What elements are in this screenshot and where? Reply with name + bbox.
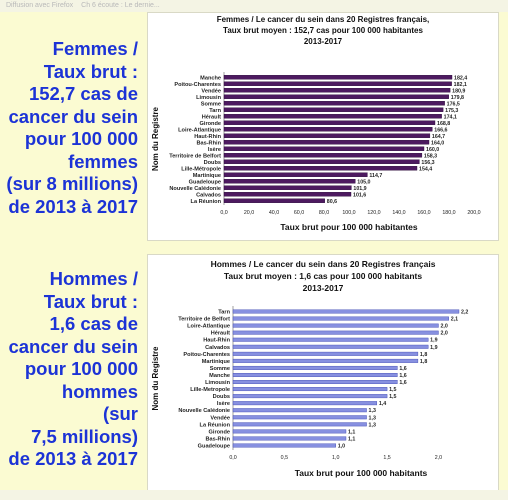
women-summary-line: de 2013 à 2017 [8, 195, 138, 217]
bar [224, 140, 429, 144]
category-label: Somme [209, 365, 230, 372]
bar [233, 380, 397, 384]
bar [233, 444, 336, 448]
bar-value-label: 1,3 [368, 415, 376, 422]
bar [233, 310, 459, 314]
bar-value-label: 101,6 [353, 192, 367, 199]
bar-value-label: 154,4 [419, 166, 433, 173]
bar [233, 423, 367, 427]
category-label: Lille-Métropole [181, 166, 221, 173]
men-summary-text [4, 268, 138, 471]
bar [224, 147, 424, 151]
women-summary-line: Taux brut : [43, 60, 138, 82]
men-summary-line: Taux brut : [43, 290, 138, 312]
women-chart-panel [147, 12, 499, 241]
x-tick-label: 60,0 [293, 210, 305, 216]
women-summary-line: femmes [68, 150, 138, 172]
bar [233, 352, 418, 356]
bar-value-label: 1,4 [378, 401, 387, 408]
bar [224, 134, 430, 138]
bar-value-label: 1,9 [430, 344, 438, 351]
category-label: Tarn [209, 107, 221, 114]
x-axis-title: Taux brut pour 100 000 habitantes [280, 222, 418, 232]
women-bar-chart [148, 13, 498, 240]
x-tick-label: 20,0 [243, 210, 255, 216]
men-summary-line: pour 100 000 [24, 358, 138, 379]
bar [224, 88, 450, 92]
men-bar-chart [148, 255, 498, 491]
x-tick-label: 200,0 [467, 210, 481, 216]
x-tick-label: 140,0 [392, 210, 406, 216]
bar-value-label: 1,9 [430, 337, 438, 344]
bar-value-label: 156,3 [421, 159, 435, 166]
bar [224, 127, 432, 131]
category-label: Haut-Rhin [194, 133, 221, 140]
category-label: Haut-Rhin [203, 337, 230, 344]
category-label: Martinique [192, 172, 221, 179]
bar-value-label: 182,4 [454, 75, 468, 82]
category-label: La Réunion [199, 422, 230, 429]
men-summary-line: 1,6 cas de [49, 313, 138, 334]
bar [233, 324, 438, 328]
category-label: Poitou-Charentes [174, 81, 221, 88]
category-label: Manche [200, 75, 221, 82]
bar [233, 416, 367, 420]
x-tick-label: 80,0 [318, 210, 330, 216]
x-tick-label: 0,0 [220, 210, 228, 216]
category-label: Vendée [201, 88, 221, 95]
women-summary-text [4, 38, 138, 218]
bar-value-label: 1,0 [337, 443, 346, 450]
bar-value-label: 174,1 [443, 114, 457, 121]
bar-value-label: 180,9 [452, 88, 466, 95]
bar [233, 401, 377, 405]
bar [233, 366, 397, 370]
men-chart-panel [147, 254, 499, 492]
x-axis-title: Taux brut pour 100 000 habitants [294, 468, 428, 478]
category-label: Loire-Atlantique [187, 323, 230, 330]
bar [224, 108, 443, 112]
category-label: Somme [200, 101, 221, 108]
category-label: Tarn [218, 309, 230, 316]
browser-hint-2: Ch 6 écoute : Le dernie... [81, 2, 160, 9]
browser-top-strip [0, 0, 508, 12]
bar-value-label: 1,1 [348, 436, 356, 443]
chart-title-line: Taux brut moyen : 152,7 cas pour 100 000 habitantes [223, 26, 423, 35]
bar [224, 75, 452, 79]
bar-value-label: 2,2 [461, 309, 469, 316]
bar-value-label: 1,8 [419, 351, 428, 358]
category-label: Manche [209, 372, 230, 379]
chart-title-line: 2013-2017 [302, 283, 344, 293]
women-summary-line: Femmes / [52, 38, 138, 59]
x-tick-label: 180,0 [442, 210, 456, 216]
women-summary-line: cancer du sein [8, 105, 138, 127]
bar-value-label: 179,8 [450, 94, 465, 101]
bar-value-label: 80,6 [326, 198, 338, 205]
x-tick-label: 2,0 [434, 455, 443, 461]
x-tick-label: 40,0 [268, 210, 280, 216]
chart-title-line: Hommes / Le cancer du sein dans 20 Registres français [210, 259, 436, 269]
category-label: Lille-Metropole [190, 387, 230, 394]
women-summary-line: (sur 8 millions) [6, 173, 138, 194]
category-label: Nouvelle Calédonie [169, 185, 221, 192]
chart-title-line: 2013-2017 [303, 37, 343, 46]
bar [224, 186, 351, 190]
x-tick-label: 0,5 [280, 455, 289, 461]
bar [224, 101, 445, 105]
chart-title-line: Taux brut moyen : 1,6 cas pour 100 000 habitants [223, 271, 423, 281]
bar [224, 199, 325, 203]
bar-value-label: 176,5 [446, 101, 460, 108]
bar [233, 394, 387, 398]
category-label: Calvados [196, 192, 221, 199]
bar [233, 387, 387, 391]
category-label: Doubs [203, 159, 221, 166]
bar [224, 114, 442, 118]
category-label: Calvados [205, 344, 230, 351]
bar [224, 121, 435, 125]
bar [224, 173, 367, 177]
bar [224, 192, 351, 196]
bar-value-label: 1,5 [389, 387, 397, 394]
category-label: Bas-Rhin [205, 436, 230, 443]
category-label: Guadeloupe [197, 443, 230, 450]
bar-value-label: 182,1 [453, 81, 467, 88]
category-label: Doubs [212, 394, 230, 401]
bar [224, 160, 419, 164]
bar-value-label: 1,6 [399, 365, 407, 372]
category-label: Loire-Atlantique [178, 127, 221, 134]
bar [233, 408, 367, 412]
category-label: Territoire de Belfort [178, 316, 230, 323]
bar [233, 373, 397, 377]
y-axis-title: Nom du Registre [151, 346, 160, 411]
category-label: Hérault [210, 330, 230, 337]
bar-value-label: 1,6 [399, 380, 407, 387]
y-axis-title: Nom du Registre [151, 106, 160, 172]
category-label: La Réunion [190, 198, 221, 205]
bar [233, 317, 449, 321]
bar-value-label: 114,7 [369, 172, 383, 179]
x-tick-label: 120,0 [367, 210, 381, 216]
category-label: Guadeloupe [188, 179, 221, 186]
bar [233, 437, 346, 441]
category-label: Isère [207, 146, 221, 153]
men-summary-line: 7,5 millions) [31, 425, 138, 447]
men-summary-line: cancer du sein [8, 335, 138, 357]
category-label: Gironde [199, 120, 221, 127]
bar-value-label: 168,8 [437, 120, 451, 127]
bar [233, 331, 438, 335]
bar-value-label: 1,1 [348, 429, 356, 436]
category-label: Martinique [201, 358, 230, 365]
bar-value-label: 1,6 [399, 372, 407, 379]
bar [224, 166, 417, 170]
category-label: Bas-Rhin [196, 140, 221, 147]
bar-value-label: 105,0 [357, 179, 371, 186]
x-tick-label: 160,0 [417, 210, 431, 216]
bar-value-label: 101,9 [353, 185, 367, 192]
category-label: Territoire de Belfort [169, 153, 221, 160]
x-tick-label: 100,0 [342, 210, 356, 216]
bar-value-label: 164,0 [431, 140, 445, 147]
bar-value-label: 1,8 [419, 358, 428, 365]
men-summary-line: Hommes / [49, 268, 138, 289]
bar-value-label: 175,3 [445, 107, 459, 114]
bar-value-label: 160,0 [426, 146, 440, 153]
bar-value-label: 1,5 [389, 394, 397, 401]
bar [233, 430, 346, 434]
x-tick-label: 1,0 [332, 455, 340, 461]
category-label: Poitou-Charentes [183, 351, 230, 358]
bar [233, 359, 418, 363]
bar-value-label: 158,3 [423, 153, 438, 160]
bar-value-label: 164,7 [431, 133, 446, 140]
browser-hint-1: Diffusion avec Firefox [6, 2, 74, 9]
category-label: Limousin [205, 380, 230, 387]
chart-title-line: Femmes / Le cancer du sein dans 20 Registres français, [216, 15, 430, 24]
men-summary-line: de 2013 à 2017 [8, 448, 138, 469]
bar [233, 338, 428, 342]
bar [224, 179, 355, 183]
bar [224, 82, 452, 86]
category-label: Gironde [208, 429, 230, 436]
men-summary-line: (sur [103, 403, 138, 424]
category-label: Hérault [201, 114, 221, 121]
bar-value-label: 2,0 [440, 330, 448, 337]
bar [233, 345, 428, 349]
bar-value-label: 2,1 [450, 316, 459, 323]
x-tick-label: 1,5 [383, 455, 391, 461]
bottom-strip [0, 490, 508, 500]
category-label: Isère [216, 401, 230, 408]
bar-value-label: 1,3 [368, 422, 376, 429]
men-summary-line: hommes [61, 380, 138, 402]
category-label: Vendée [210, 415, 230, 422]
bar-value-label: 2,0 [440, 323, 448, 330]
bar [224, 95, 449, 99]
bar-value-label: 1,3 [368, 408, 376, 415]
bar-value-label: 166,6 [434, 127, 448, 134]
category-label: Limousin [196, 94, 221, 101]
women-summary-line: pour 100 000 [24, 128, 138, 149]
category-label: Nouvelle Calédonie [178, 408, 230, 415]
women-summary-line: 152,7 cas de [28, 83, 138, 104]
bar [224, 153, 422, 157]
x-tick-label: 0,0 [229, 455, 237, 461]
